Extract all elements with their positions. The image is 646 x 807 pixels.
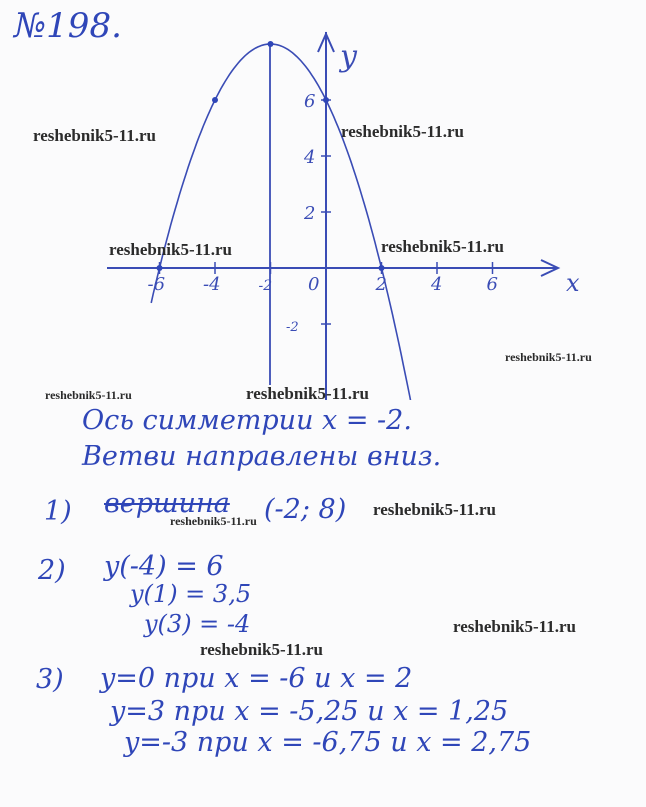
item-2-line-2: y(1) = 3,5: [130, 580, 252, 608]
watermark: reshebnik5-11.ru: [453, 617, 576, 636]
y-tick-label: 4: [304, 147, 316, 168]
problem-number: №198.: [14, 6, 122, 46]
watermark: reshebnik5-11.ru: [200, 640, 323, 659]
item-3-line-1: y=0 при x = -6 и x = 2: [100, 663, 413, 694]
watermark: reshebnik5-11.ru: [246, 384, 369, 403]
watermark: reshebnik5-11.ru: [505, 350, 592, 364]
branches-text: Ветви направлены вниз.: [82, 441, 442, 472]
watermark: reshebnik5-11.ru: [170, 514, 257, 528]
graph-point: [212, 97, 218, 103]
parabola-curve: [151, 44, 412, 400]
item-1-vertex: (-2; 8): [264, 494, 347, 525]
x-tick-label: 2: [375, 274, 387, 295]
watermark: reshebnik5-11.ru: [341, 122, 464, 141]
x-tick-label: -4: [203, 274, 221, 295]
graph-point: [379, 265, 385, 271]
graph-point: [323, 97, 329, 103]
parabola-graph: [0, 0, 646, 400]
graph-point: [157, 265, 163, 271]
watermark: reshebnik5-11.ru: [45, 388, 132, 402]
x-tick-label: 4: [431, 274, 443, 295]
y-tick-label: 2: [304, 203, 316, 224]
item-2-line-3: y(3) = -4: [144, 610, 251, 638]
y-tick-label: 6: [304, 91, 316, 112]
item-2-line-1: y(-4) = 6: [104, 551, 224, 582]
watermark: reshebnik5-11.ru: [109, 240, 232, 259]
x-tick-label: 0: [308, 274, 320, 295]
watermark: reshebnik5-11.ru: [33, 126, 156, 145]
watermark: reshebnik5-11.ru: [381, 237, 504, 256]
y-tick-label: -2: [286, 320, 299, 335]
item-1-number: 1): [44, 496, 72, 527]
item-3-line-2: y=3 при x = -5,25 и x = 1,25: [110, 696, 509, 727]
item-1-word: вершина: [104, 488, 230, 519]
watermark: reshebnik5-11.ru: [373, 500, 496, 519]
x-axis-label: x: [566, 269, 580, 297]
x-tick-label: -6: [147, 274, 166, 295]
item-2-number: 2): [38, 555, 66, 586]
item-3-number: 3): [36, 664, 64, 695]
y-axis-label: y: [340, 39, 357, 74]
x-tick-label: -2: [258, 278, 273, 294]
item-3-line-3: y=-3 при x = -6,75 и x = 2,75: [124, 727, 532, 758]
symmetry-axis-text: Ось симметрии x = -2.: [82, 405, 412, 436]
graph-point: [268, 41, 274, 47]
x-tick-label: 6: [486, 274, 498, 295]
